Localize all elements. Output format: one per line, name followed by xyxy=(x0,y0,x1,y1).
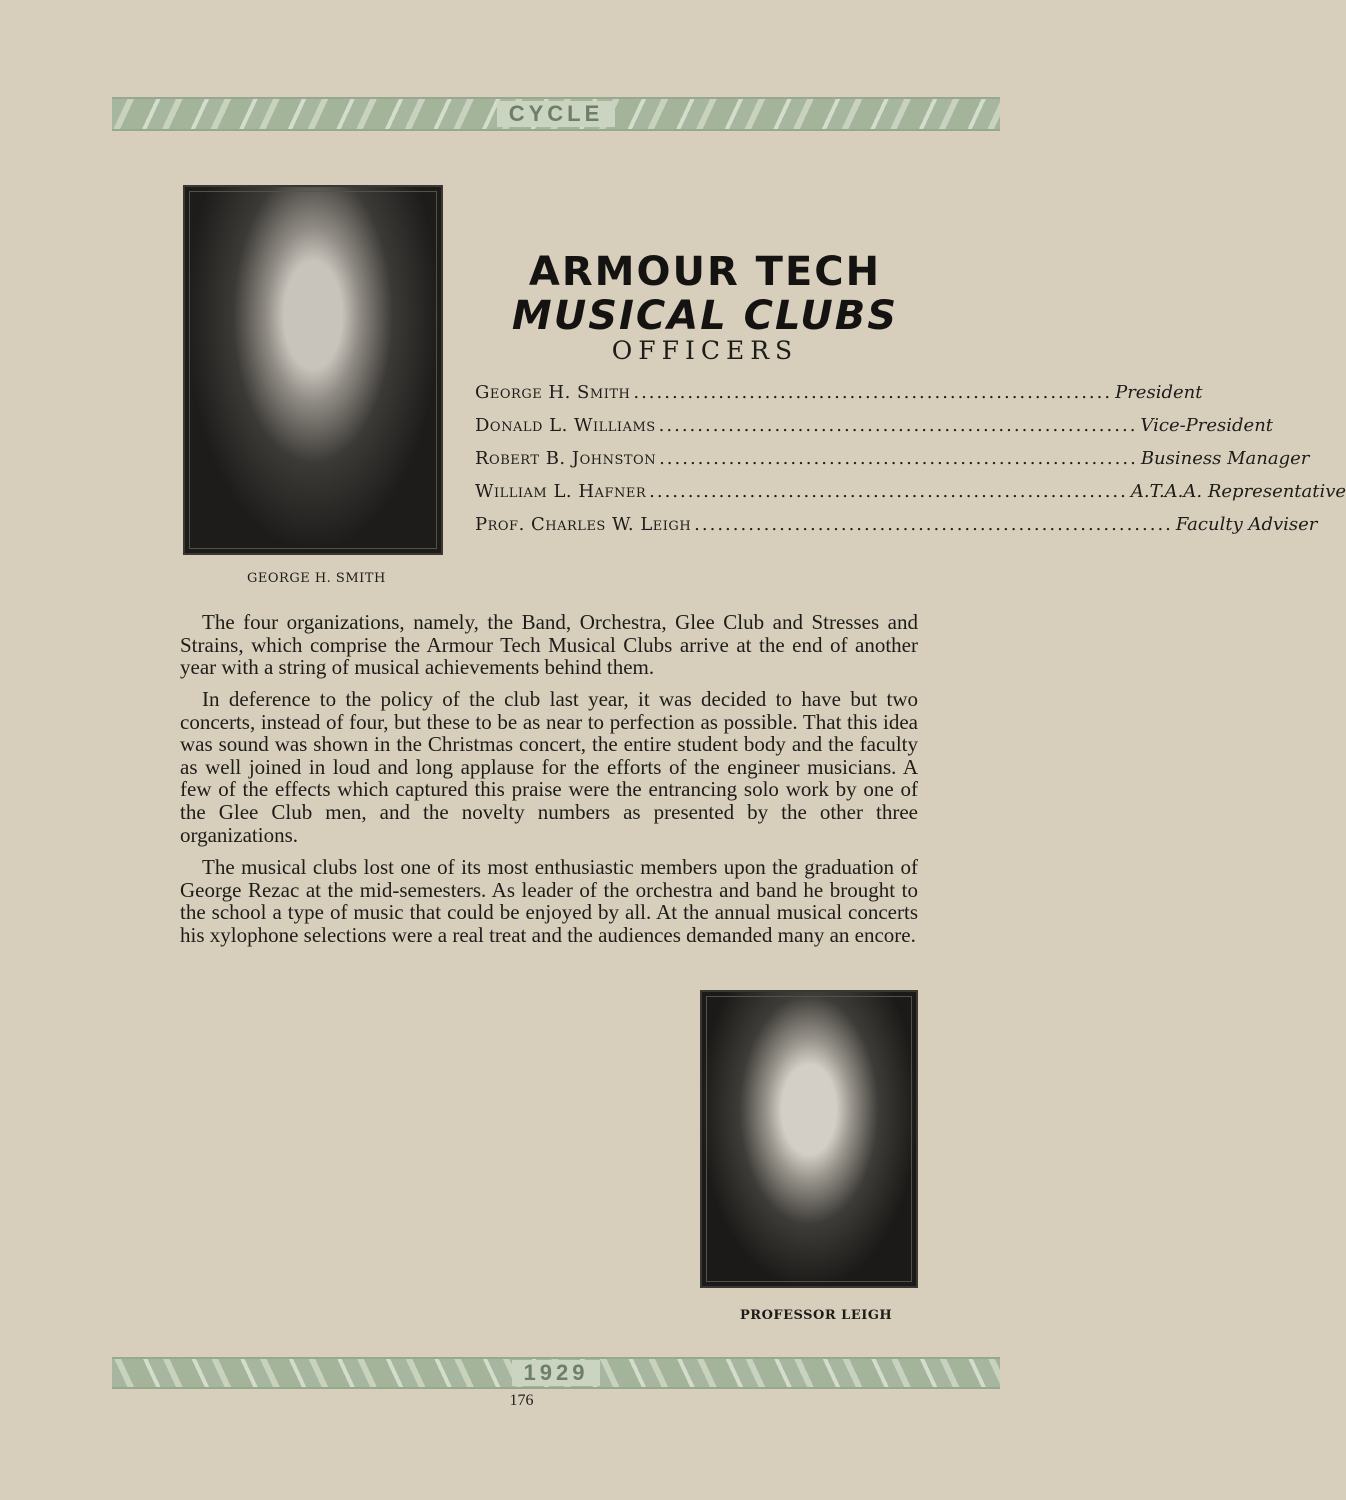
officer-row xyxy=(475,514,1318,544)
leader-dots: .............................................................. xyxy=(649,481,1128,502)
portrait-frame xyxy=(189,191,437,549)
officer-row xyxy=(475,448,1310,478)
officer-name: George H. Smith xyxy=(475,382,631,403)
officer-name: Prof. Charles W. Leigh xyxy=(475,514,692,535)
page-title-line-2: MUSICAL CLUBS xyxy=(511,293,899,339)
portrait-frame xyxy=(706,996,912,1282)
officer-name: William L. Hafner xyxy=(475,481,647,502)
officer-name: Donald L. Williams xyxy=(475,415,656,436)
officer-row xyxy=(475,415,1274,445)
leader-dots: .............................................................. xyxy=(633,382,1113,403)
header-band-mark: CYCLE xyxy=(497,101,616,127)
officer-name: Robert B. Johnston xyxy=(475,448,657,469)
leader-dots: .............................................................. xyxy=(659,448,1138,469)
footer-decorative-band xyxy=(112,1357,1000,1389)
page-title-line-1: ARMOUR TECH xyxy=(528,249,882,295)
officer-role: A.T.A.A. Representative xyxy=(1130,481,1346,502)
officer-row xyxy=(475,481,1346,511)
body-paragraph xyxy=(180,611,918,679)
paragraph-text: The musical clubs lost one of its most enthusiastic members upon the graduation of George Rezac at the mid-semesters. As leader of the orchestra and band he brought to the school a type of music that could be enjoyed by all. At the annual musical concerts his xylophone selections were a real treat and the audiences demanded many an encore. xyxy=(180,855,918,947)
body-paragraph xyxy=(180,856,918,946)
portrait-professor-leigh xyxy=(700,990,918,1288)
officer-role: Business Manager xyxy=(1140,448,1310,469)
officer-row xyxy=(475,382,1203,412)
officer-role: President xyxy=(1115,382,1203,403)
page-number: 176 xyxy=(509,1392,534,1409)
header-decorative-band xyxy=(112,97,1000,131)
paragraph-text: The four organizations, namely, the Band, Orchestra, Glee Club and Stresses and Strains, which comprise the Armour Tech Musical Clubs arrive at the end of another year with a string of musical achievements behind them. xyxy=(180,610,918,680)
footer-band-mark: 1929 xyxy=(512,1360,601,1386)
leader-dots: .............................................................. xyxy=(694,514,1173,535)
officer-role: Vice-President xyxy=(1140,415,1274,436)
portrait-caption-leigh: PROFESSOR LEIGH xyxy=(740,1308,893,1323)
body-paragraph xyxy=(180,688,918,846)
officers-heading: OFFICERS xyxy=(611,336,799,365)
portrait-caption-smith: GEORGE H. SMITH xyxy=(247,571,386,586)
leader-dots: .............................................................. xyxy=(658,415,1138,436)
portrait-george-smith xyxy=(183,185,443,555)
paragraph-text: In deference to the policy of the club last year, it was decided to have but two concerts, instead of four, but these to be as near to perfection as possible. That this idea was sound was shown in the Christmas concert, the entire student body and the faculty as well joined in loud and long applause for the efforts of the engineer musicians. A few of the effects which captured this praise were the entrancing solo work by one of the Glee Club men, and the novelty numbers as presented by the other three organizations. xyxy=(180,687,918,847)
officer-role: Faculty Adviser xyxy=(1175,514,1318,535)
